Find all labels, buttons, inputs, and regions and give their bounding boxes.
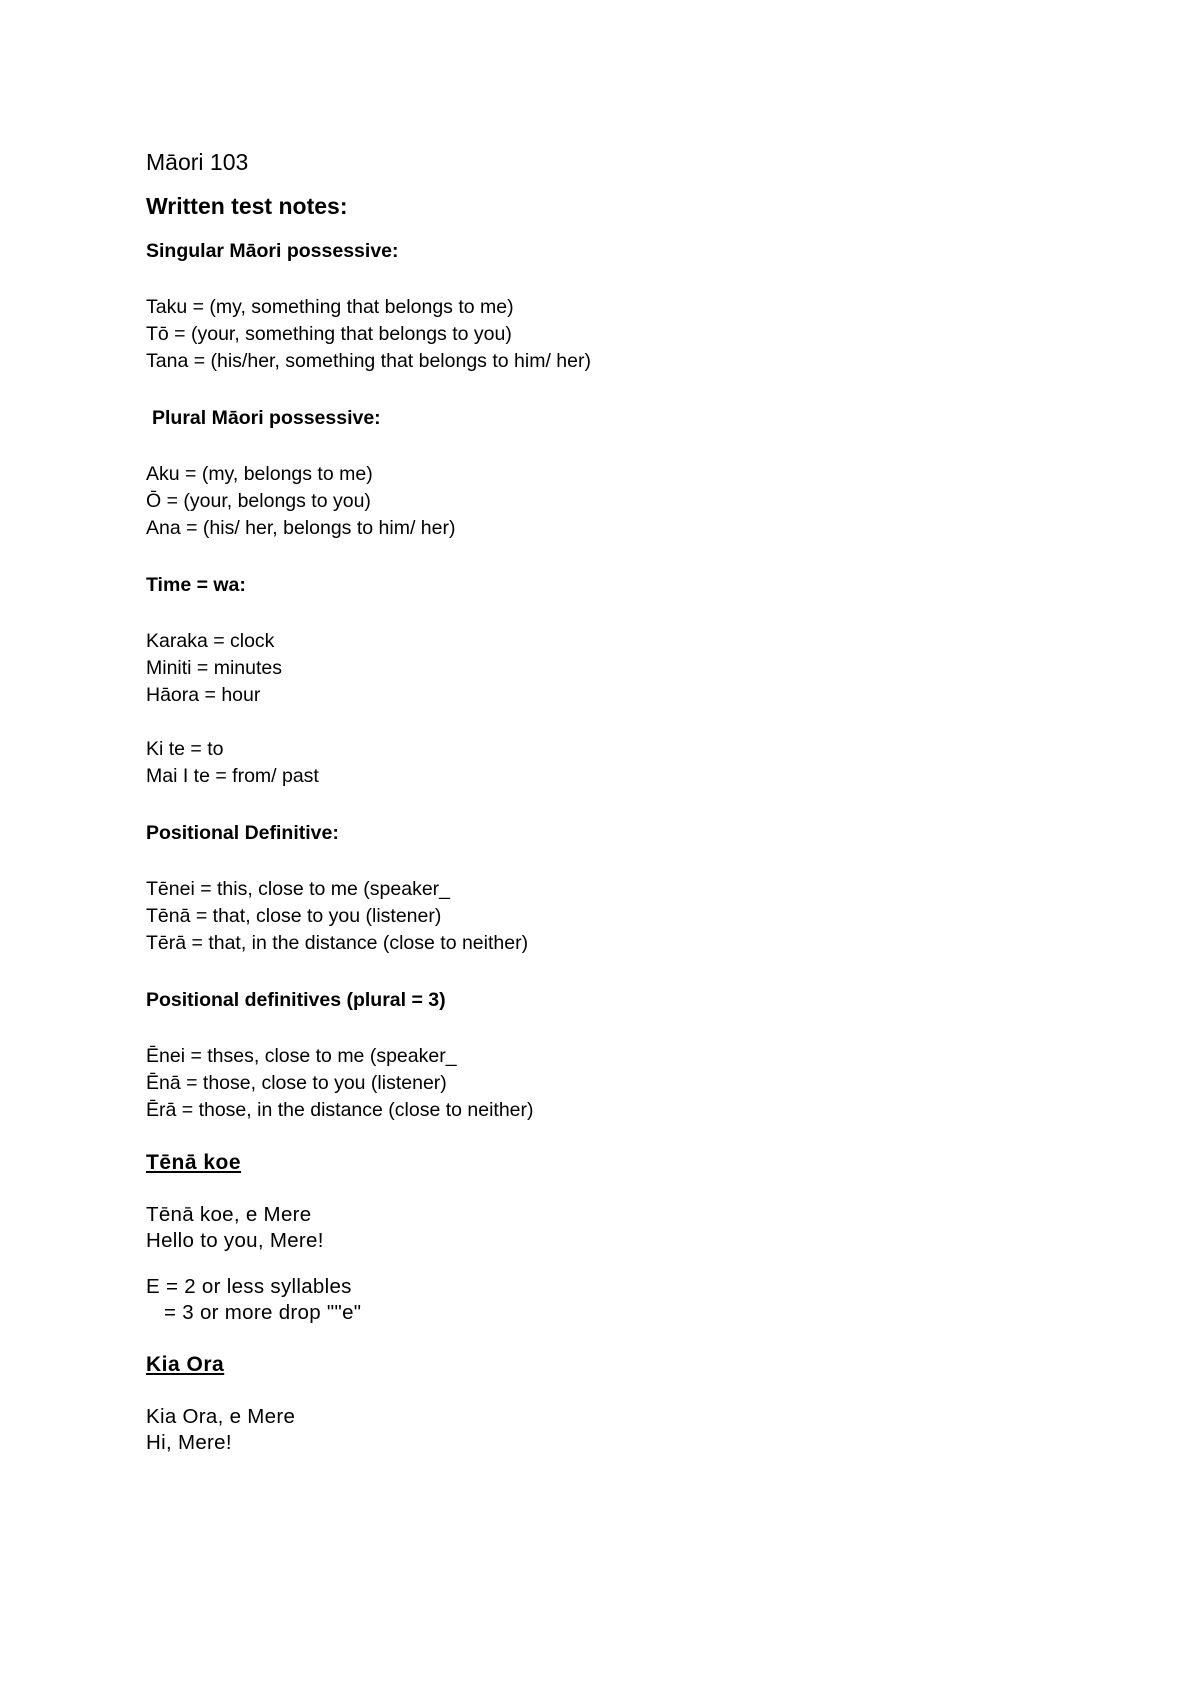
note-line: Ana = (his/ her, belongs to him/ her): [146, 517, 456, 539]
note-line: = 3 or more drop ""e": [164, 1301, 362, 1324]
positional-plural-heading: Positional definitives (plural = 3): [146, 989, 446, 1011]
note-line: Hi, Mere!: [146, 1431, 232, 1454]
note-line: Miniti = minutes: [146, 657, 283, 679]
kia-ora-heading: Kia Ora: [146, 1353, 225, 1376]
document-page: [146, 140, 1126, 1456]
note-line: Tērā = that, in the distance (close to neither): [146, 932, 529, 954]
note-line: Ēnei = thses, close to me (speaker_: [146, 1045, 457, 1067]
note-line: Tana = (his/her, something that belongs to him/ her): [146, 350, 591, 372]
singular-heading: Singular Māori possessive:: [146, 240, 399, 262]
note-line: Karaka = clock: [146, 630, 275, 652]
note-line: Mai I te = from/ past: [146, 765, 319, 787]
note-line: Hello to you, Mere!: [146, 1229, 324, 1252]
note-line: Tēnā = that, close to you (listener): [146, 905, 442, 927]
note-line: Hāora = hour: [146, 684, 261, 706]
note-line: E = 2 or less syllables: [146, 1275, 352, 1298]
positional-heading: Positional Definitive:: [146, 822, 339, 844]
document-subtitle: Written test notes:: [146, 193, 348, 219]
note-line: Ō = (your, belongs to you): [146, 490, 371, 512]
note-line: Kia Ora, e Mere: [146, 1405, 296, 1428]
note-line: Taku = (my, something that belongs to me): [146, 296, 514, 318]
document-title: Māori 103: [146, 149, 249, 175]
plural-heading: Plural Māori possessive:: [152, 407, 381, 429]
time-heading: Time = wa:: [146, 574, 246, 596]
note-line: Aku = (my, belongs to me): [146, 463, 373, 485]
note-line: Ērā = those, in the distance (close to neither): [146, 1099, 534, 1121]
note-line: Tēnā koe, e Mere: [146, 1203, 312, 1226]
note-line: Ēnā = those, close to you (listener): [146, 1072, 447, 1094]
note-line: Tō = (your, something that belongs to you): [146, 323, 512, 345]
tena-koe-heading: Tēnā koe: [146, 1151, 242, 1174]
note-line: Ki te = to: [146, 738, 224, 760]
note-line: Tēnei = this, close to me (speaker_: [146, 878, 451, 900]
